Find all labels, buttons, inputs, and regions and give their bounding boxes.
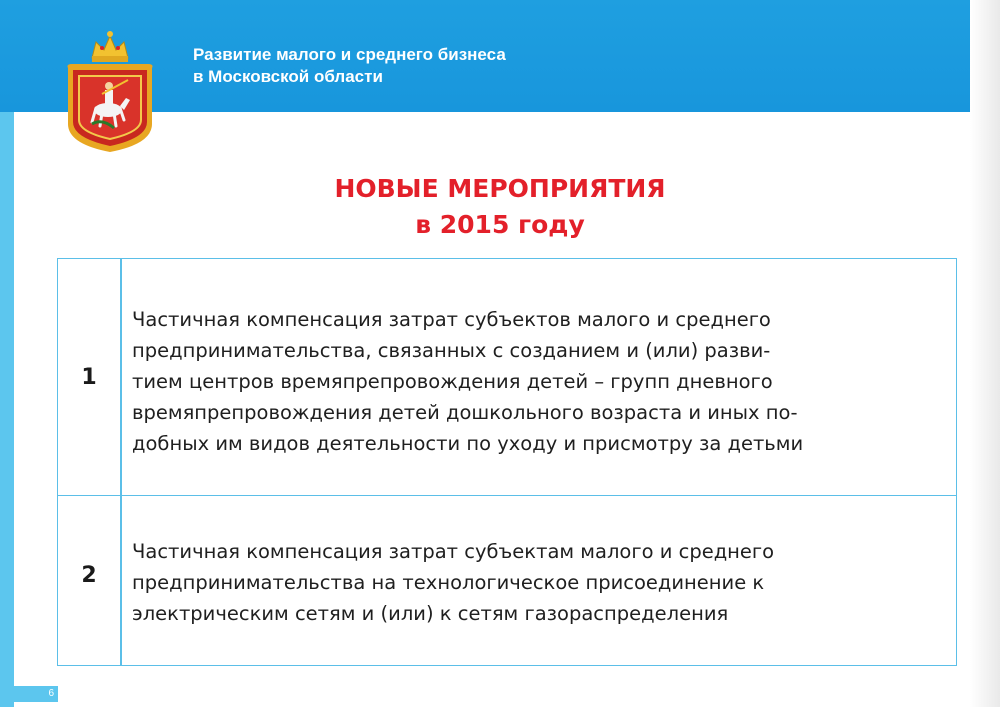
coat-of-arms-icon xyxy=(62,28,158,154)
description-line: предпринимательства, связанных с созданием и (или) разви- xyxy=(132,339,771,362)
page-edge-shadow xyxy=(970,0,1000,707)
description-line: тием центров времяпрепровождения детей – групп дневного xyxy=(132,370,773,393)
description-line: Частичная компенсация затрат субъектам малого и среднего xyxy=(132,540,775,563)
table-row xyxy=(58,259,956,496)
description-line: Частичная компенсация затрат субъектов малого и среднего xyxy=(132,308,771,331)
row-number: 2 xyxy=(81,563,97,588)
events-table xyxy=(57,258,957,666)
header-title-line-2: в Московской области xyxy=(193,67,383,86)
description-line: добных им видов деятельности по уходу и присмотру за детьми xyxy=(132,432,804,455)
description-line: предпринимательства на технологическое присоединение к xyxy=(132,571,765,594)
page-heading-line-1: НОВЫЕ МЕРОПРИЯТИЯ xyxy=(334,174,666,203)
page-heading-line-2: в 2015 году xyxy=(415,210,585,239)
table-row xyxy=(58,496,956,665)
description-line: электрическим сетям и (или) к сетям газораспределения xyxy=(132,602,729,625)
row-description xyxy=(132,304,952,459)
header-title-line-1: Развитие малого и среднего бизнеса xyxy=(193,45,506,64)
row-description xyxy=(132,536,952,629)
column-divider xyxy=(120,259,122,495)
row-number: 1 xyxy=(81,365,97,390)
header-title xyxy=(193,44,506,88)
description-line: времяпрепровождения детей дошкольного возраста и иных по- xyxy=(132,401,798,424)
page-number: 6 xyxy=(14,686,58,702)
column-divider xyxy=(120,496,122,665)
